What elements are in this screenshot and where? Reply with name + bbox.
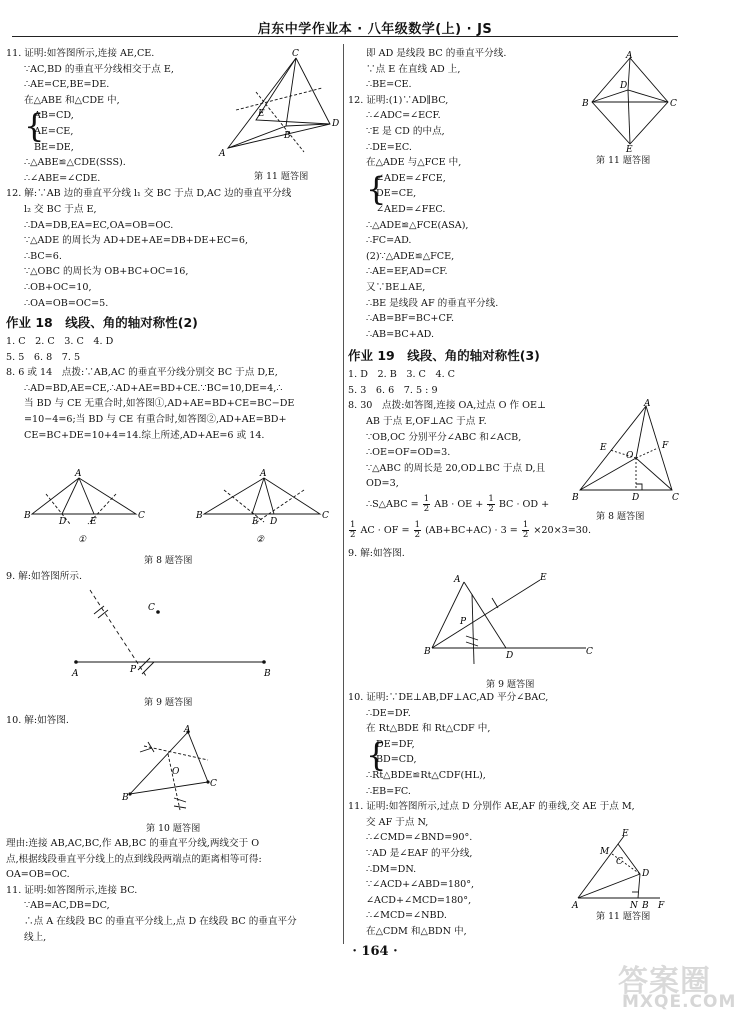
text-line: 在△ABE 和△CDE 中,: [24, 94, 120, 106]
text-line: 8. 30 点拨:如答图,连接 OA,过点 O 作 OE⊥: [348, 400, 547, 412]
svg-text:P: P: [130, 665, 137, 675]
text-line: ∴△ABE≌△CDE(SSS).: [24, 157, 126, 169]
svg-text:A: A: [75, 469, 82, 479]
svg-text:B: B: [572, 493, 579, 503]
text-line: 即 AD 是线段 BC 的垂直平分线.: [366, 48, 507, 59]
svg-text:D: D: [59, 517, 67, 527]
svg-text:C: C: [138, 511, 145, 521]
text-line: ∴点 A 在线段 BC 的垂直平分线上,点 D 在线段 BC 的垂直平分: [24, 915, 297, 927]
column-divider: [343, 44, 344, 944]
svg-text:B: B: [642, 901, 649, 911]
svg-text:A: A: [644, 399, 651, 409]
svg-text:A: A: [454, 575, 461, 585]
svg-text:D: D: [270, 517, 278, 527]
text-line: ∵E 是 CD 的中点,: [366, 125, 445, 137]
text-line: 12. 证明:(1)∵AD∥BC,: [348, 94, 449, 106]
text-line: ∴FC=AD.: [366, 235, 412, 247]
figure-caption: 第 9 题答图: [486, 679, 535, 690]
text-line: OD=3,: [366, 478, 399, 490]
text-line: 12. 解:∵AB 边的垂直平分线 l₁ 交 BC 于点 D,AC 边的垂直平分线: [6, 188, 292, 200]
text-line: BE=DE,: [34, 141, 74, 153]
svg-text:B: B: [122, 793, 129, 803]
q9-text: 9. 解:如答图所示.: [6, 571, 83, 582]
answers-line: 1. D 2. B 3. C 4. C: [348, 369, 456, 381]
text-line: ∴Rt△BDE≌Rt△CDF(HL),: [366, 769, 486, 781]
svg-text:A: A: [260, 469, 267, 479]
svg-text:B: B: [196, 511, 203, 521]
text-line: ∴DA=DB,EA=EC,OA=OB=OC.: [24, 219, 174, 231]
header-rule: [12, 36, 678, 37]
fraction: $\frac{1}{2}$: [350, 520, 356, 541]
q12-solution: [6, 186, 341, 311]
text-line: ∴∠MCD=∠NBD.: [366, 910, 447, 922]
text-line: ∵AB=AC,DB=DC,: [24, 900, 110, 912]
text-line: AB 于点 E,OF⊥AC 于点 F.: [366, 416, 487, 428]
fig-num: ①: [78, 535, 87, 545]
text-line: ∴EB=FC.: [366, 785, 411, 797]
svg-text:O: O: [172, 767, 180, 777]
text-line: ∵AC,BD 的垂直平分线相交于点 E,: [24, 63, 174, 75]
fig-num: ②: [256, 535, 265, 545]
fig-label: C: [292, 49, 299, 59]
fig-label: A: [219, 149, 226, 159]
formula-text: ∴S△ABC =: [366, 499, 419, 511]
text-line: ∴BE 是线段 AF 的垂直平分线.: [366, 297, 499, 309]
text-line: 10. 证明:∵DE⊥AB,DF⊥AC,AD 平分∠BAC,: [348, 692, 549, 703]
text-line: 点,根据线段垂直平分线上的点到线段两端点的距离相等可得:: [6, 853, 262, 865]
svg-text:B: B: [24, 511, 31, 521]
section-title-18: 作业 18 线段、角的轴对称性(2): [6, 315, 198, 331]
text-line: 当 BD 与 CE 无重合时,如答图①,AD+AE=BD+CE=BC−DE: [24, 398, 295, 410]
text-line: ∴DE=EC.: [366, 141, 412, 153]
text-line: ∠AED=∠FEC.: [376, 203, 446, 215]
text-line: ∴∠ABE=∠CDE.: [24, 172, 101, 184]
svg-text:F: F: [658, 901, 665, 911]
figure-q11-top: [216, 48, 338, 166]
svg-text:B: B: [582, 99, 589, 109]
formula-line: [348, 518, 710, 544]
text-line: ∴BC=6.: [24, 250, 62, 262]
figure-caption: 第 11 题答图: [254, 171, 309, 182]
formula-text: AB · OE +: [434, 499, 484, 511]
text-line: CE=BC+DE=10+4=14.综上所述,AD+AE=6 或 14.: [24, 429, 265, 441]
svg-text:C: C: [210, 779, 217, 789]
text-line: ∴OA=OB=OC=5.: [24, 297, 109, 309]
text-line: 理由:连接 AB,AC,BC,作 AB,BC 的垂直平分线,两线交于 O: [6, 838, 260, 849]
svg-text:A: A: [184, 725, 191, 735]
equation-system: [366, 737, 710, 768]
answers-line: 1. C 2. C 3. C 4. D: [6, 336, 114, 348]
figure-q8: [24, 466, 329, 546]
text-line: 在 Rt△BDE 和 Rt△CDF 中,: [366, 723, 491, 735]
text-line: ∴AB=BF=BC+CF.: [366, 313, 455, 325]
left-reason: [6, 836, 341, 945]
q10-text: 10. 解:如答图.: [6, 715, 69, 726]
fig-label: E: [258, 109, 265, 119]
fraction: $\frac{1}{2}$: [423, 494, 430, 515]
formula-text: (AB+BC+AC) · 3 =: [425, 525, 518, 537]
text-line: ∴∠ADC=∠ECF.: [366, 110, 441, 122]
text-line: (2)∵△ADE≌△FCE,: [366, 250, 455, 262]
svg-text:C: C: [322, 511, 329, 521]
text-line: { AB=CD,: [34, 110, 74, 122]
svg-text:C: C: [616, 857, 623, 867]
text-line: BD=CD,: [376, 754, 417, 766]
svg-text:C: C: [148, 603, 155, 613]
svg-text:D: D: [632, 493, 640, 503]
figure-caption: 第 10 题答图: [146, 823, 201, 834]
fraction: $\frac{1}{2}$: [414, 520, 420, 541]
text-line: ∵点 E 在直线 AD 上,: [366, 63, 461, 75]
text-line: AE=CE,: [34, 125, 74, 137]
text-line: ∴∠CMD=∠BND=90°.: [366, 832, 473, 844]
svg-text:C: C: [586, 647, 593, 657]
text-line: ∴BE=CE.: [366, 79, 412, 91]
svg-text:B: B: [264, 669, 271, 679]
text-line: ∴AB=BC+AD.: [366, 328, 435, 340]
svg-text:N: N: [630, 901, 638, 911]
fig-label: B: [284, 131, 291, 141]
text-line: ∴AE=CE,BE=DE.: [24, 79, 110, 91]
text-line: ∵△OBC 的周长为 OB+BC+OC=16,: [24, 266, 189, 278]
text-line: ∴DM=DN.: [366, 863, 417, 875]
text-line: ∵△ABC 的周长是 20,OD⊥BC 于点 D,且: [366, 462, 546, 474]
svg-text:E: E: [252, 517, 259, 527]
svg-text:P: P: [460, 617, 467, 627]
text-line: ∵OB,OC 分别平分∠ABC 和∠ACB,: [366, 431, 522, 443]
text-line: 8. 6 或 14 点拨:∵AB,AC 的垂直平分线分别交 BC 于点 D,E,: [6, 367, 278, 379]
svg-text:O: O: [626, 451, 634, 461]
figure-caption: 第 11 题答图: [596, 155, 651, 166]
svg-text:E: E: [90, 517, 97, 527]
text-line: ∵△ADE 的周长为 AD+DE+AE=DB+DE+EC=6,: [24, 235, 248, 247]
text-line: 交 AF 于点 N,: [366, 816, 429, 828]
text-line: 11. 证明:如答图所示,过点 D 分别作 AE,AF 的垂线,交 AE 于点 M,: [348, 801, 635, 813]
figure-caption: 第 8 题答图: [144, 555, 193, 566]
text-line: ∴AE=EF,AD=CF.: [366, 266, 448, 278]
answers-line: 5. 3 6. 6 7. 5 : 9: [348, 384, 438, 396]
svg-text:A: A: [626, 51, 633, 61]
text-line: =10−4=6;当 BD 与 CE 有重合时,如答图②,AD+AE=BD+: [24, 414, 287, 426]
formula-text: BC · OD +: [498, 499, 550, 511]
page-header: [0, 0, 750, 40]
svg-text:D: D: [642, 869, 650, 879]
text-line: ∴OE=OF=OD=3.: [366, 447, 451, 459]
text-line: { DE=DF,: [376, 738, 415, 750]
text-line: { ∠ADE=∠FCE,: [376, 172, 446, 184]
svg-text:C: C: [672, 493, 679, 503]
section-title-19: 作业 19 线段、角的轴对称性(3): [348, 348, 540, 364]
svg-text:B: B: [424, 647, 431, 657]
figure-q9: [68, 584, 278, 688]
svg-text:E: E: [626, 145, 633, 155]
figure-caption: 第 11 题答图: [596, 911, 651, 922]
watermark-main: 答案圈: [618, 964, 711, 999]
text-line: ∴DE=DF.: [366, 707, 411, 719]
text-line: ∠ACD+∠MCD=180°,: [366, 894, 472, 906]
watermark-logo: [618, 956, 748, 1014]
text-line: OA=OB=OC.: [6, 869, 70, 881]
equation-system: [366, 171, 710, 218]
text-line: 11. 证明:如答图所示,连接 AE,CE.: [6, 48, 155, 59]
figure-q11-right: [580, 51, 680, 155]
text-line: 在△ADE 与△FCE 中,: [366, 157, 462, 169]
header-title: 启东中学作业本 · 八年级数学(上) · JS: [257, 22, 493, 37]
fraction: $\frac{1}{2}$: [488, 494, 494, 515]
figure-caption: 第 8 题答图: [596, 511, 645, 522]
svg-text:E: E: [540, 573, 547, 583]
text-line: ∴OB+OC=10,: [24, 281, 92, 293]
svg-text:M: M: [600, 847, 610, 857]
text-line: 11. 证明:如答图所示,连接 BC.: [6, 884, 138, 896]
text-line: DE=CE,: [376, 188, 417, 200]
figure-q9-right: [420, 572, 600, 676]
page-number: · 164 ·: [352, 944, 398, 959]
text-line: 又∵BE⊥AE,: [366, 281, 426, 293]
figure-q11-bottom: [572, 828, 672, 911]
formula-text: AC · OF =: [360, 525, 410, 537]
text-line: l₂ 交 BC 于点 E,: [24, 203, 97, 215]
svg-text:E: E: [622, 829, 629, 839]
svg-text:D: D: [506, 651, 514, 661]
q9-text: 9. 解:如答图.: [348, 548, 405, 560]
figure-q8-right: [572, 399, 684, 510]
svg-text:A: A: [572, 901, 579, 911]
text-line: ∴AD=BD,AE=CE,∴AD+AE=BD+CE.∵BC=10,DE=4,∴: [24, 382, 283, 394]
fraction: $\frac{1}{2}$: [522, 520, 529, 541]
svg-text:D: D: [620, 81, 628, 91]
text-line: ∵∠ACD+∠ABD=180°,: [366, 879, 475, 891]
watermark-sub: MXQE.COM: [622, 992, 737, 1012]
figure-caption: 第 9 题答图: [144, 697, 193, 708]
text-line: 线上,: [24, 931, 47, 943]
svg-text:E: E: [600, 443, 607, 453]
answers-line: 5. 5 6. 8 7. 5: [6, 351, 81, 363]
fig-label: D: [332, 119, 340, 129]
figure-q10: [118, 724, 228, 816]
q8-solution: [6, 365, 341, 443]
svg-text:A: A: [72, 669, 79, 679]
text-line: ∵AD 是∠EAF 的平分线,: [366, 847, 473, 859]
svg-text:C: C: [670, 99, 677, 109]
formula-text: ×20×3=30.: [533, 525, 592, 537]
text-line: ∴△ADE≌△FCE(ASA),: [366, 219, 469, 231]
svg-text:F: F: [662, 441, 669, 451]
text-line: 在△CDM 和△BDN 中,: [366, 925, 467, 937]
